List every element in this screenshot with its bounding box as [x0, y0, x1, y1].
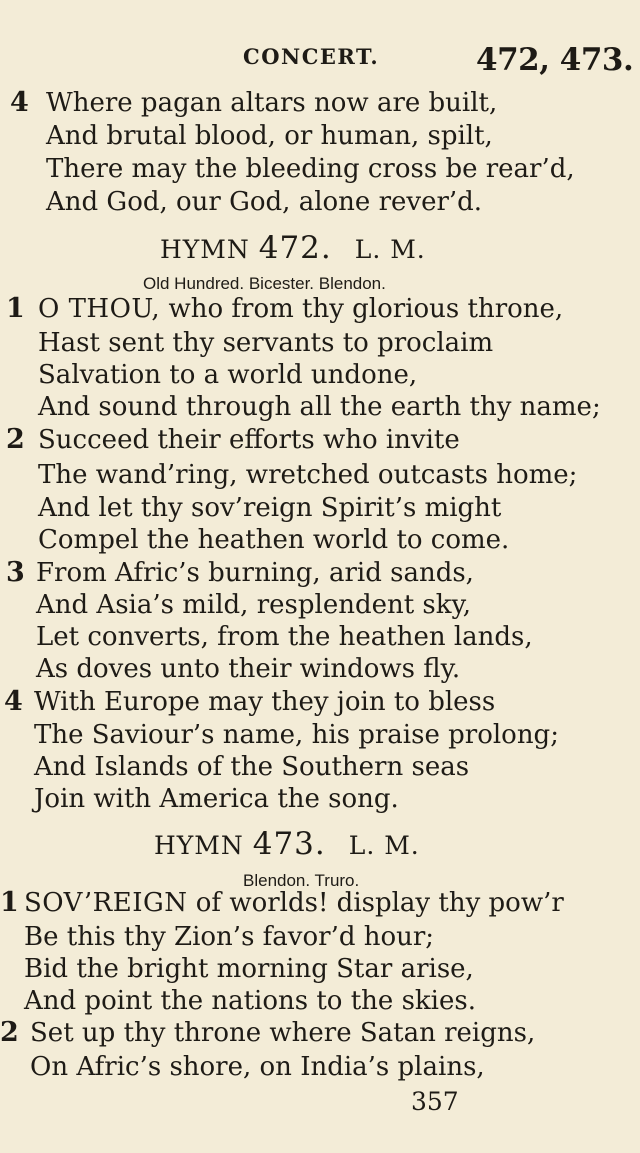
verse-line: Set up thy throne where Satan reigns,	[30, 1018, 536, 1048]
verse-line: The Saviour’s name, his praise prolong;	[34, 720, 559, 750]
verse-line: Salvation to a world undone,	[38, 360, 418, 390]
verse-line: And Asia’s mild, resplendent sky,	[36, 590, 472, 620]
verse-line: And sound through all the earth thy name;	[38, 392, 601, 422]
page-number: 357	[411, 1087, 459, 1116]
verse-number: 1	[0, 887, 19, 918]
running-header-hymn-numbers: 472, 473.	[476, 42, 634, 78]
verse-line: Succeed their efforts who invite	[38, 425, 460, 455]
verse-line: Let converts, from the heathen lands,	[36, 622, 533, 652]
verse-number: 3	[6, 557, 25, 588]
verse-first-line	[24, 888, 564, 918]
hymn-heading	[154, 826, 420, 862]
verse-line: And God, our God, alone rever’d.	[46, 187, 483, 217]
verse-line: And let thy sov’reign Spirit’s might	[38, 493, 502, 523]
hymn-meter: L. M.	[354, 235, 426, 264]
verse-line: With Europe may they join to bless	[34, 687, 496, 717]
hymn-number: 472.	[258, 230, 332, 266]
verse-number: 2	[6, 424, 25, 455]
verse-number: 4	[4, 686, 23, 717]
verse-first-line	[38, 294, 563, 324]
verse-line: Hast sent thy servants to proclaim	[38, 328, 494, 358]
running-header-title: CONCERT.	[243, 44, 380, 69]
verse-line: Bid the bright morning Star arise,	[24, 954, 474, 984]
hymn-heading	[160, 230, 426, 266]
tune-names: Old Hundred. Bicester. Blendon.	[143, 274, 386, 293]
hymn-number: 473.	[252, 826, 326, 862]
verse-opening-word: O THOU,	[38, 294, 161, 324]
verse-line: There may the bleeding cross be rear’d,	[46, 154, 575, 184]
verse-line: Compel the heathen world to come.	[38, 525, 510, 555]
verse-line: And Islands of the Southern seas	[34, 752, 470, 782]
verse-line: On Afric’s shore, on India’s plains,	[30, 1052, 485, 1082]
verse-line: From Afric’s burning, arid sands,	[36, 558, 474, 588]
verse-opening-word: SOV’REIGN	[24, 888, 188, 918]
hymn-label: HYMN	[154, 831, 244, 860]
verse-line: Where pagan altars now are built,	[46, 88, 498, 118]
verse-number: 1	[6, 293, 25, 324]
verse-line: Join with America the song.	[34, 784, 399, 814]
verse-line: Be this thy Zion’s favor’d hour;	[24, 922, 435, 952]
verse-line: And brutal blood, or human, spilt,	[46, 121, 493, 151]
verse-number: 4	[10, 87, 29, 118]
verse-line-rest: who from thy glorious throne,	[160, 294, 564, 324]
verse-line: And point the nations to the skies.	[24, 986, 476, 1016]
verse-number: 2	[0, 1017, 19, 1048]
hymn-meter: L. M.	[348, 831, 420, 860]
verse-line: The wand’ring, wretched outcasts home;	[38, 460, 578, 490]
verse-line-rest: of worlds! display thy pow’r	[187, 888, 564, 918]
tune-names: Blendon. Truro.	[243, 871, 360, 890]
verse-line: As doves unto their windows fly.	[36, 654, 461, 684]
hymn-label: HYMN	[160, 235, 250, 264]
